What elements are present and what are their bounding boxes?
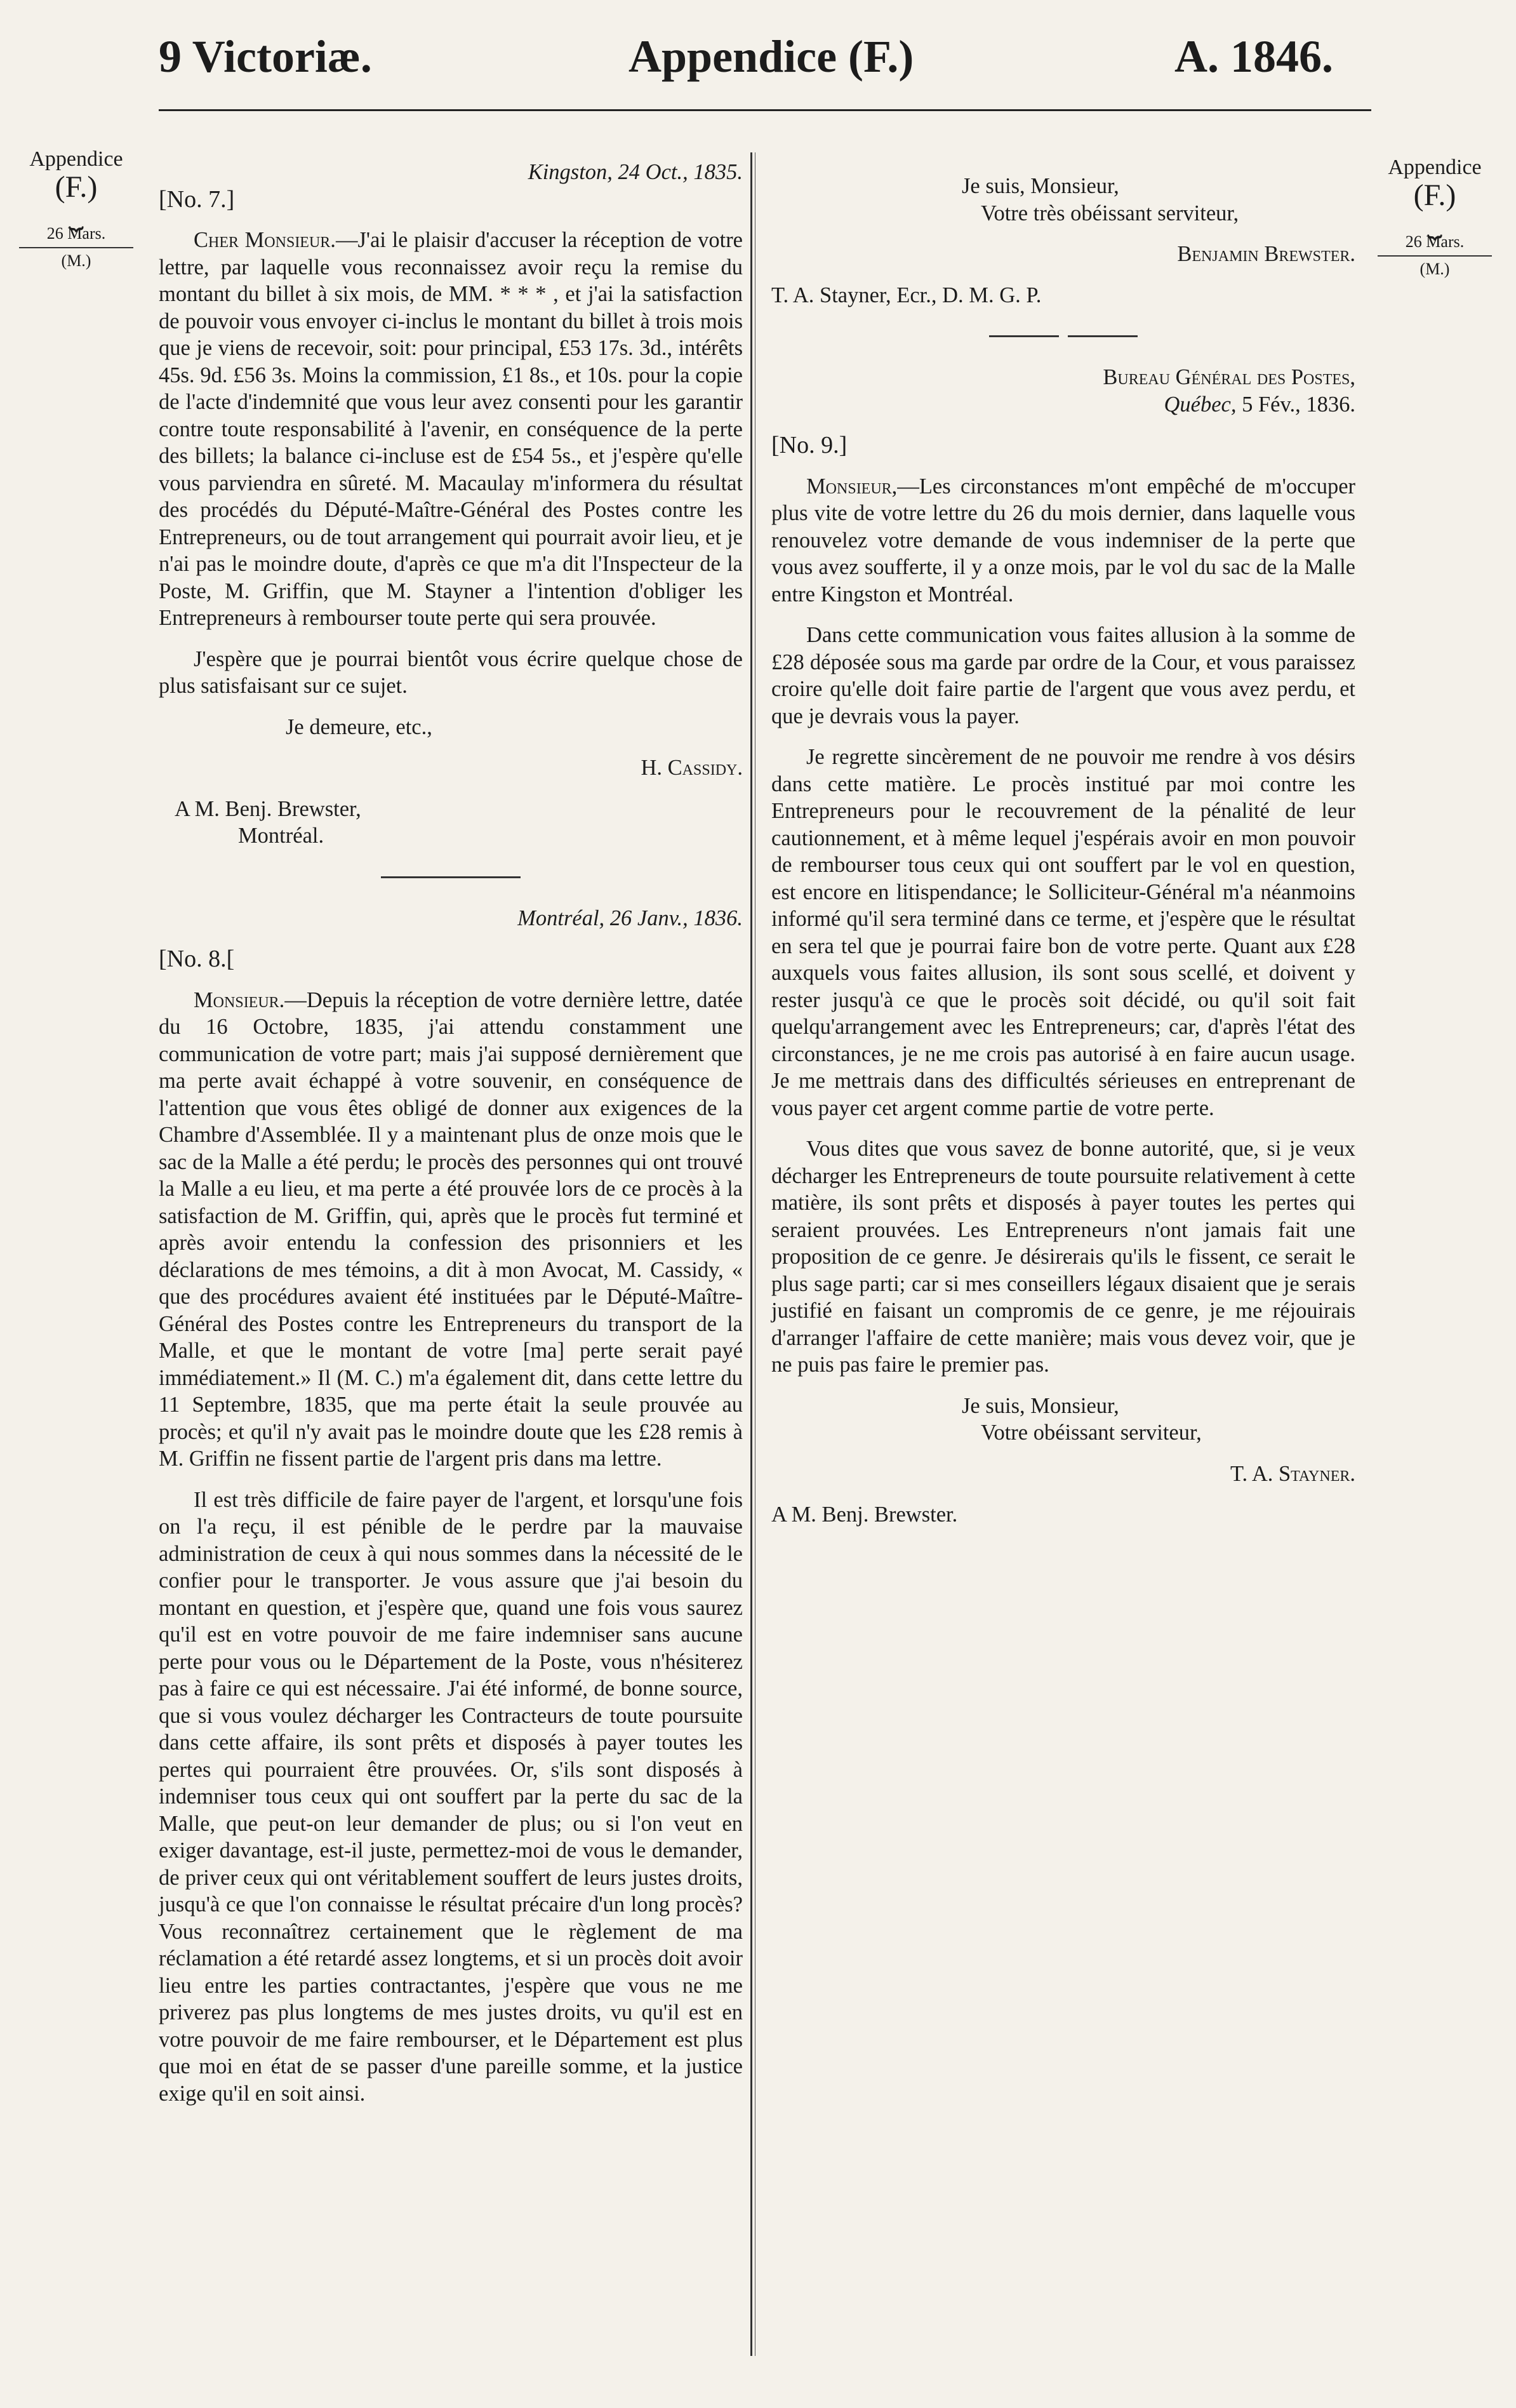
letter-9-date: 5 Fév., 1836. <box>1242 392 1355 417</box>
letter-9-addressee: A M. Benj. Brewster. <box>771 1502 958 1527</box>
letter-9-salutation: Monsieur, <box>806 474 898 498</box>
margin-note-left <box>13 147 140 270</box>
margin-note-rule <box>1378 255 1492 257</box>
letter-7-addressee-name: A M. Benj. Brewster, <box>175 796 361 821</box>
margin-note-date: 26 Mars. <box>1405 232 1465 251</box>
letter-9-paragraph-1: Monsieur,—Les circonstances m'ont empêché de m'occuper plus vite de votre lettre du 26 du mois dernier, dans laquelle vous renouvelez votre demande de vous indemniser de la perte que vous avez soufferte, il y a onze mois, par le vol du sac de la Malle entre Kingston et Montréal. <box>771 474 1355 606</box>
letter-8-place: Montréal, <box>517 906 605 930</box>
margin-note-ref: (F.) <box>55 170 98 204</box>
letter-7-closing: Je demeure, etc., <box>286 714 432 739</box>
letter-7-salutation: Cher Monsieur. <box>194 228 336 252</box>
margin-note-series: (M.) <box>1420 259 1450 278</box>
letter-8-number: [No. 8.[ <box>159 946 235 972</box>
letter-8-paragraph-1: Monsieur.—Depuis la réception de votre dernière lettre, datée du 16 Octobre, 1835, j'ai attendu constamment une communication de votre part; mais j'ai supposé dernièrement que ma perte avait échappé à votre souvenir, en conséquence de l'attention que vous êtes obligé de donner aux exigences de la Chambre d'Assemblée. Il y a maintenant plus de onze mois que le sac de la Malle a été perdu; le procès des personnes qui ont trouvé la Malle a eu lieu, et ma perte a été prouvée lors de ce procès à la satisfaction de M. Griffin, qui, après que le procès fut terminé et après avoir entendu la confession des prisonniers et les déclarations de mes témoins, a dit à mon Avocat, M. Cassidy, « que des procédures avaient été instituées par le Député-Maître-Général des Postes contre les Entrepreneurs du transport de la Malle, et que le montant de votre [ma] perte serait payé immédiatement.» Il (M. C.) m'a également dit, dans cette lettre du 11 Septembre, 1835, que ma perte était la seule prouvée au procès; et qu'il n'y avait pas le moindre doute que les £28 remis à M. Griffin ne fissent partie de l'argent pris dans ma lettre. <box>159 987 743 1471</box>
letter-8-salutation: Monsieur. <box>194 987 285 1012</box>
running-header-session: 9 Victoriæ. <box>159 31 372 82</box>
running-header-title: Appendice (F.) <box>628 31 914 82</box>
letter-8-signature: Benjamin Brewster. <box>1177 242 1355 266</box>
margin-note-rule <box>19 247 133 248</box>
letter-7-paragraph-2: J'espère que je pourrai bientôt vous écrire quelque chose de plus satisfaisant sur ce sujet. <box>159 646 743 698</box>
letter-7-number: [No. 7.] <box>159 185 235 213</box>
margin-note-brace: ⏟ <box>1427 210 1442 239</box>
margin-note-right <box>1371 156 1498 278</box>
margin-note-title: Appendice <box>29 147 123 171</box>
margin-note-series: (M.) <box>61 251 91 270</box>
letter-9-signature: T. A. Stayner. <box>1230 1461 1355 1486</box>
header-rule <box>159 109 1371 111</box>
letter-9-dateline <box>771 391 1355 418</box>
margin-note-ref: (F.) <box>1413 178 1456 213</box>
margin-note-date: 26 Mars. <box>46 224 106 243</box>
letter-9-place: Québec, <box>1164 392 1237 417</box>
letter-9-paragraph-2: Dans cette communication vous faites allusion à la somme de £28 déposée sous ma garde par ordre de la Cour, et vous paraissez croire qu'elle doit faire partie de l'argent que vous avez perdu, et que je devrais vous la payer. <box>771 623 1355 728</box>
letter-8-closing-1: Je suis, Monsieur, <box>962 174 1119 198</box>
letter-7-dateline <box>159 159 743 186</box>
letter-8-closing-2: Votre très obéissant serviteur, <box>981 201 1239 225</box>
letter-7-addressee-city: Montréal. <box>238 824 324 848</box>
margin-note-title: Appendice <box>1388 156 1482 179</box>
letter-7-place: Kingston, <box>528 160 613 184</box>
letter-7-paragraph-1: Cher Monsieur.—J'ai le plaisir d'accuser la réception de votre lettre, par laquelle vous reconnaissez avoir reçu la remise du montant du billet à six mois, de MM. * * * , et j'ai la satisfaction de pouvoir vous envoyer ci-inclus le montant du billet à trois mois que je viens de recevoir, soit: pour principal, £53 17s. 3d., intérêts 45s. 9d. £56 3s. Moins la commission, £1 8s., et 10s. pour la copie de l'acte d'indemnité que vous leur avez consenti pour les garantir contre toute responsabilité à l'avenir, en conséquence de la perte des billets; la balance ci-incluse est de £54 5s., et j'espère qu'elle vous parviendra en sûreté. M. Macaulay m'informera du résultat des procédés du Député-Maître-Général des Postes contre les Entrepreneurs, ou de tout arrangement qui pourrait avoir lieu, et je n'ai pas le moindre doute, d'après ce que m'a dit l'Inspecteur de la Poste, M. Griffin, que M. Stayner a l'intention d'obliger les Entrepreneurs à rembourser toute perte qui sera prouvée. <box>159 228 743 630</box>
letter-8-dateline <box>159 905 743 932</box>
letter-8-date: 26 Janv., 1836. <box>609 906 743 930</box>
letter-7-signature: H. Cassidy. <box>641 756 743 780</box>
column-divider <box>750 152 752 2356</box>
left-column <box>159 159 743 2107</box>
letter-8-addressee: T. A. Stayner, Ecr., D. M. G. P. <box>771 283 1042 307</box>
right-column <box>771 159 1355 1528</box>
letter-9-paragraph-4: Vous dites que vous savez de bonne autorité, que, si je veux décharger les Entrepreneurs de toute poursuite relativement à cette matière, ils sont prêts et disposés à payer toutes les pertes qui seraient prouvées. Les Entrepreneurs n'ont jamais fait une proposition de ce genre. Je désirerais qu'ils le fissent, ce serait le plus sage parti; car si mes conseillers légaux disaient que je serais justifié en faisant un compromis de ce genre, je me réjouirais d'arranger l'affaire de cette manière; mais vous devez voir, que je ne puis pas faire le premier pas. <box>771 1137 1355 1377</box>
letter-9-paragraph-3: Je regrette sincèrement de ne pouvoir me rendre à vos désirs dans cette matière. Le procès institué par moi contre les Entrepreneurs pour le recouvrement de la pénalité de leur cautionnement, et à même lequel j'espérais avoir en mon pouvoir de rembourser tous ceux qui ont souffert par le vol en question, est encore en litispendance; le Solliciteur-Général m'a néanmoins informé qu'il sera terminé dans ce terme, et j'espère que le résultat en sera tel que je pourrai faire bon de votre perte. Quant aux £28 auxquels vous faites allusion, ils sont sous scellé, et doivent y rester jusqu'à ce que le procès soit décidé, ou qu'il soit fait quelqu'arrangement avec les Entrepreneurs; car, d'après l'état des circonstances, je ne me crois pas autorisé à en faire aucun usage. Je me mettrais dans des difficultés sérieuses en entreprenant de vous payer cet argent comme partie de votre perte. <box>771 745 1355 1120</box>
letter-9-number: [No. 9.] <box>771 432 848 458</box>
letter-8-paragraph-2: Il est très difficile de faire payer de l'argent, et lorsqu'une fois on l'a reçu, il est pénible de le perdre par la mauvaise administration de ceux à qui nous sommes dans la nécessité de le confier pour le transporter. Je vous assure que j'ai besoin du montant en question, et j'espère que, quand une fois vous saurez qu'il est en votre pouvoir de me faire indemniser sans aucune perte pour vous ou le Département de la Poste, vous n'hésiterez pas à faire ce qui est nécessaire. J'ai été informé, de bonne source, que si vous voulez décharger les Contracteurs de toute poursuite dans cette affaire, ils sont prêts et disposés à payer toutes les pertes qui pourraient être prouvées. Or, s'ils sont disposés à indemniser tous ceux qui ont souffert par la perte du sac de la Malle, que peut-on leur demander de plus; ou si l'on veut en exiger davantage, est-il juste, permettez-moi de vous le demander, de priver ceux qui ont véritablement souffert de leurs justes droits, jusqu'à ce que l'on connaisse le résultat précaire d'un long procès? Vous reconnaîtrez certainement que le règlement de ma réclamation a été retardé assez longtems, et si un procès doit avoir lieu entre les parties contractantes, j'espère que vous ne me priverez pas plus longtems de mes justes droits, vu qu'il est en votre pouvoir de me faire rembourser, et le Département est plus que moi en état de se passer d'une pareille somme, et la justice exige qu'il en soit ainsi. <box>159 1487 743 2106</box>
letter-9-closing-2: Votre obéissant serviteur, <box>981 1421 1202 1445</box>
letter-7-date: 24 Oct., 1835. <box>618 160 743 184</box>
margin-note-brace: ⏟ <box>69 201 84 231</box>
running-header-year: A. 1846. <box>1174 31 1333 82</box>
letter-9-office: Bureau Général des Postes, <box>1103 365 1355 389</box>
letter-7-addressee <box>175 796 743 850</box>
letter-9-closing-1: Je suis, Monsieur, <box>962 1393 1119 1418</box>
